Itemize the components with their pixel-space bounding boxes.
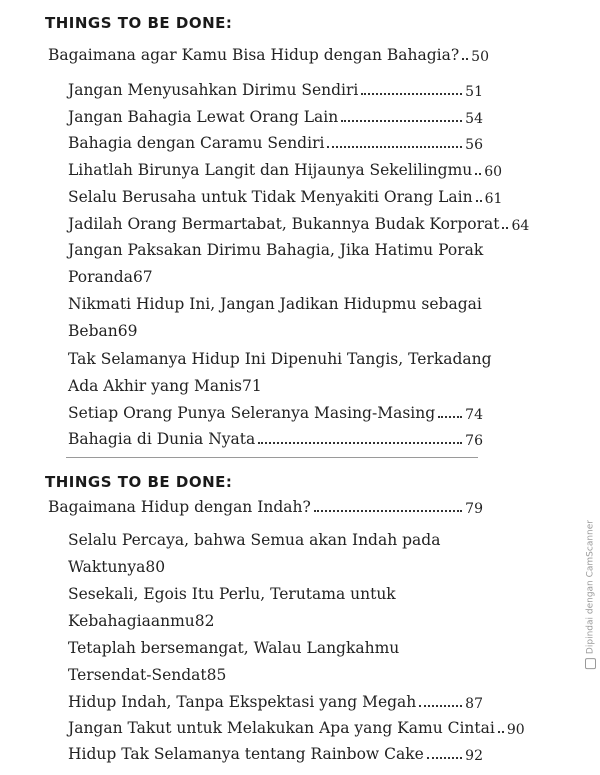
toc-title-line2: Beban bbox=[68, 322, 118, 340]
toc-entry-continuation bbox=[68, 614, 483, 630]
toc-page-number: 64 bbox=[511, 217, 530, 234]
toc-title: Bagaimana Hidup dengan Indah? bbox=[48, 498, 311, 516]
toc-page-number: 74 bbox=[465, 406, 483, 423]
toc-title-line2: Tersendat-Sendat bbox=[68, 666, 207, 684]
toc-page-number: 85 bbox=[206, 666, 227, 684]
toc-title: Selalu Berusaha untuk Tidak Menyakiti Orang Lain bbox=[68, 188, 473, 206]
toc-title: Nikmati Hidup Ini, Jangan Jadikan Hidupmu sebagai bbox=[68, 295, 482, 313]
camscanner-icon bbox=[585, 658, 596, 669]
toc-entry-continuation bbox=[68, 668, 483, 684]
toc-entry bbox=[68, 243, 483, 259]
toc-entry bbox=[68, 695, 483, 711]
toc-title: Tetaplah bersemangat, Walau Langkahmu bbox=[68, 639, 400, 657]
toc-entry bbox=[68, 110, 483, 126]
dot-leader bbox=[327, 146, 462, 148]
toc-main-entry-2 bbox=[48, 500, 483, 516]
dot-leader bbox=[419, 705, 462, 707]
toc-title: Jangan Paksakan Dirimu Bahagia, Jika Hatimu Porak bbox=[68, 241, 484, 259]
dot-leader bbox=[502, 227, 508, 229]
section-divider bbox=[66, 457, 478, 458]
toc-entry bbox=[68, 406, 483, 422]
toc-page-number: 61 bbox=[484, 190, 503, 207]
toc-entry bbox=[68, 533, 483, 549]
dot-leader bbox=[476, 200, 482, 202]
toc-title: Setiap Orang Punya Seleranya Masing-Masing bbox=[68, 404, 436, 422]
toc-page-number: 69 bbox=[117, 322, 138, 340]
toc-page-number: 67 bbox=[132, 268, 153, 286]
toc-entry bbox=[68, 432, 483, 448]
toc-page-number: 71 bbox=[241, 377, 262, 395]
toc-entry-continuation bbox=[68, 324, 483, 340]
toc-page-number: 51 bbox=[465, 83, 483, 100]
dot-leader bbox=[462, 58, 468, 60]
toc-title-line2: Kebahagiaanmu bbox=[68, 612, 195, 630]
toc-entry bbox=[68, 587, 483, 603]
toc-page-number: 80 bbox=[145, 558, 166, 576]
toc-title: Jangan Bahagia Lewat Orang Lain bbox=[68, 108, 339, 126]
toc-page-number: 50 bbox=[471, 48, 489, 65]
toc-entry bbox=[68, 188, 503, 207]
toc-title: Sesekali, Egois Itu Perlu, Terutama untuk bbox=[68, 585, 396, 603]
toc-page-number: 56 bbox=[465, 136, 483, 153]
toc-entry bbox=[68, 136, 483, 152]
toc-entry bbox=[68, 747, 483, 763]
toc-title: Bagaimana agar Kamu Bisa Hidup dengan Bahagia? bbox=[48, 46, 460, 64]
toc-title: Bahagia di Dunia Nyata bbox=[68, 430, 256, 448]
toc-entry bbox=[68, 641, 483, 657]
dot-leader bbox=[475, 173, 481, 175]
dot-leader bbox=[258, 442, 462, 444]
toc-title: Hidup Indah, Tanpa Ekspektasi yang Megah bbox=[68, 693, 417, 711]
toc-page-number: 76 bbox=[465, 432, 483, 449]
toc-title: Lihatlah Birunya Langit dan Hijaunya Sekelilingmu bbox=[68, 161, 473, 179]
toc-entry-continuation bbox=[68, 270, 483, 286]
toc-entry bbox=[68, 297, 483, 313]
toc-page-number: 54 bbox=[465, 110, 483, 127]
toc-entry bbox=[68, 350, 492, 368]
toc-title-line2: Ada Akhir yang Manis bbox=[68, 377, 242, 395]
toc-entry-continuation bbox=[68, 560, 483, 576]
toc-entry bbox=[68, 161, 503, 180]
toc-page-number: 87 bbox=[465, 695, 483, 712]
toc-page-number: 82 bbox=[194, 612, 215, 630]
toc-title: Selalu Percaya, bahwa Semua akan Indah pada bbox=[68, 531, 441, 549]
toc-main-entry-1 bbox=[48, 46, 489, 65]
toc-page-number: 92 bbox=[465, 747, 483, 764]
toc-title: Bahagia dengan Caramu Sendiri bbox=[68, 134, 325, 152]
toc-entry bbox=[68, 215, 530, 234]
toc-title: Jangan Takut untuk Melakukan Apa yang Kamu Cintai bbox=[68, 719, 495, 737]
dot-leader bbox=[498, 731, 504, 733]
toc-page-number: 90 bbox=[506, 721, 525, 738]
toc-title-line2: Poranda bbox=[68, 268, 133, 286]
dot-leader bbox=[341, 120, 462, 122]
toc-entry-continuation bbox=[68, 379, 483, 395]
watermark-text: Dipindai dengan CamScanner bbox=[585, 520, 596, 655]
section-1-heading: THINGS TO BE DONE: bbox=[45, 14, 233, 32]
section-2-heading: THINGS TO BE DONE: bbox=[45, 473, 233, 491]
toc-title: Tak Selamanya Hidup Ini Dipenuhi Tangis, Terkadang bbox=[68, 350, 492, 368]
toc-entry bbox=[68, 719, 525, 738]
dot-leader bbox=[314, 510, 462, 512]
toc-page-number: 60 bbox=[484, 163, 503, 180]
dot-leader bbox=[427, 757, 462, 759]
toc-page-number: 79 bbox=[465, 500, 483, 517]
toc-title: Jadilah Orang Bermartabat, Bukannya Budak Korporat bbox=[68, 215, 500, 233]
toc-entry bbox=[68, 83, 483, 99]
dot-leader bbox=[361, 93, 462, 95]
scanner-watermark bbox=[585, 520, 596, 669]
toc-title: Hidup Tak Selamanya tentang Rainbow Cake bbox=[68, 745, 424, 763]
toc-title: Jangan Menyusahkan Dirimu Sendiri bbox=[68, 81, 359, 99]
toc-title-line2: Waktunya bbox=[68, 558, 146, 576]
dot-leader bbox=[438, 416, 462, 418]
